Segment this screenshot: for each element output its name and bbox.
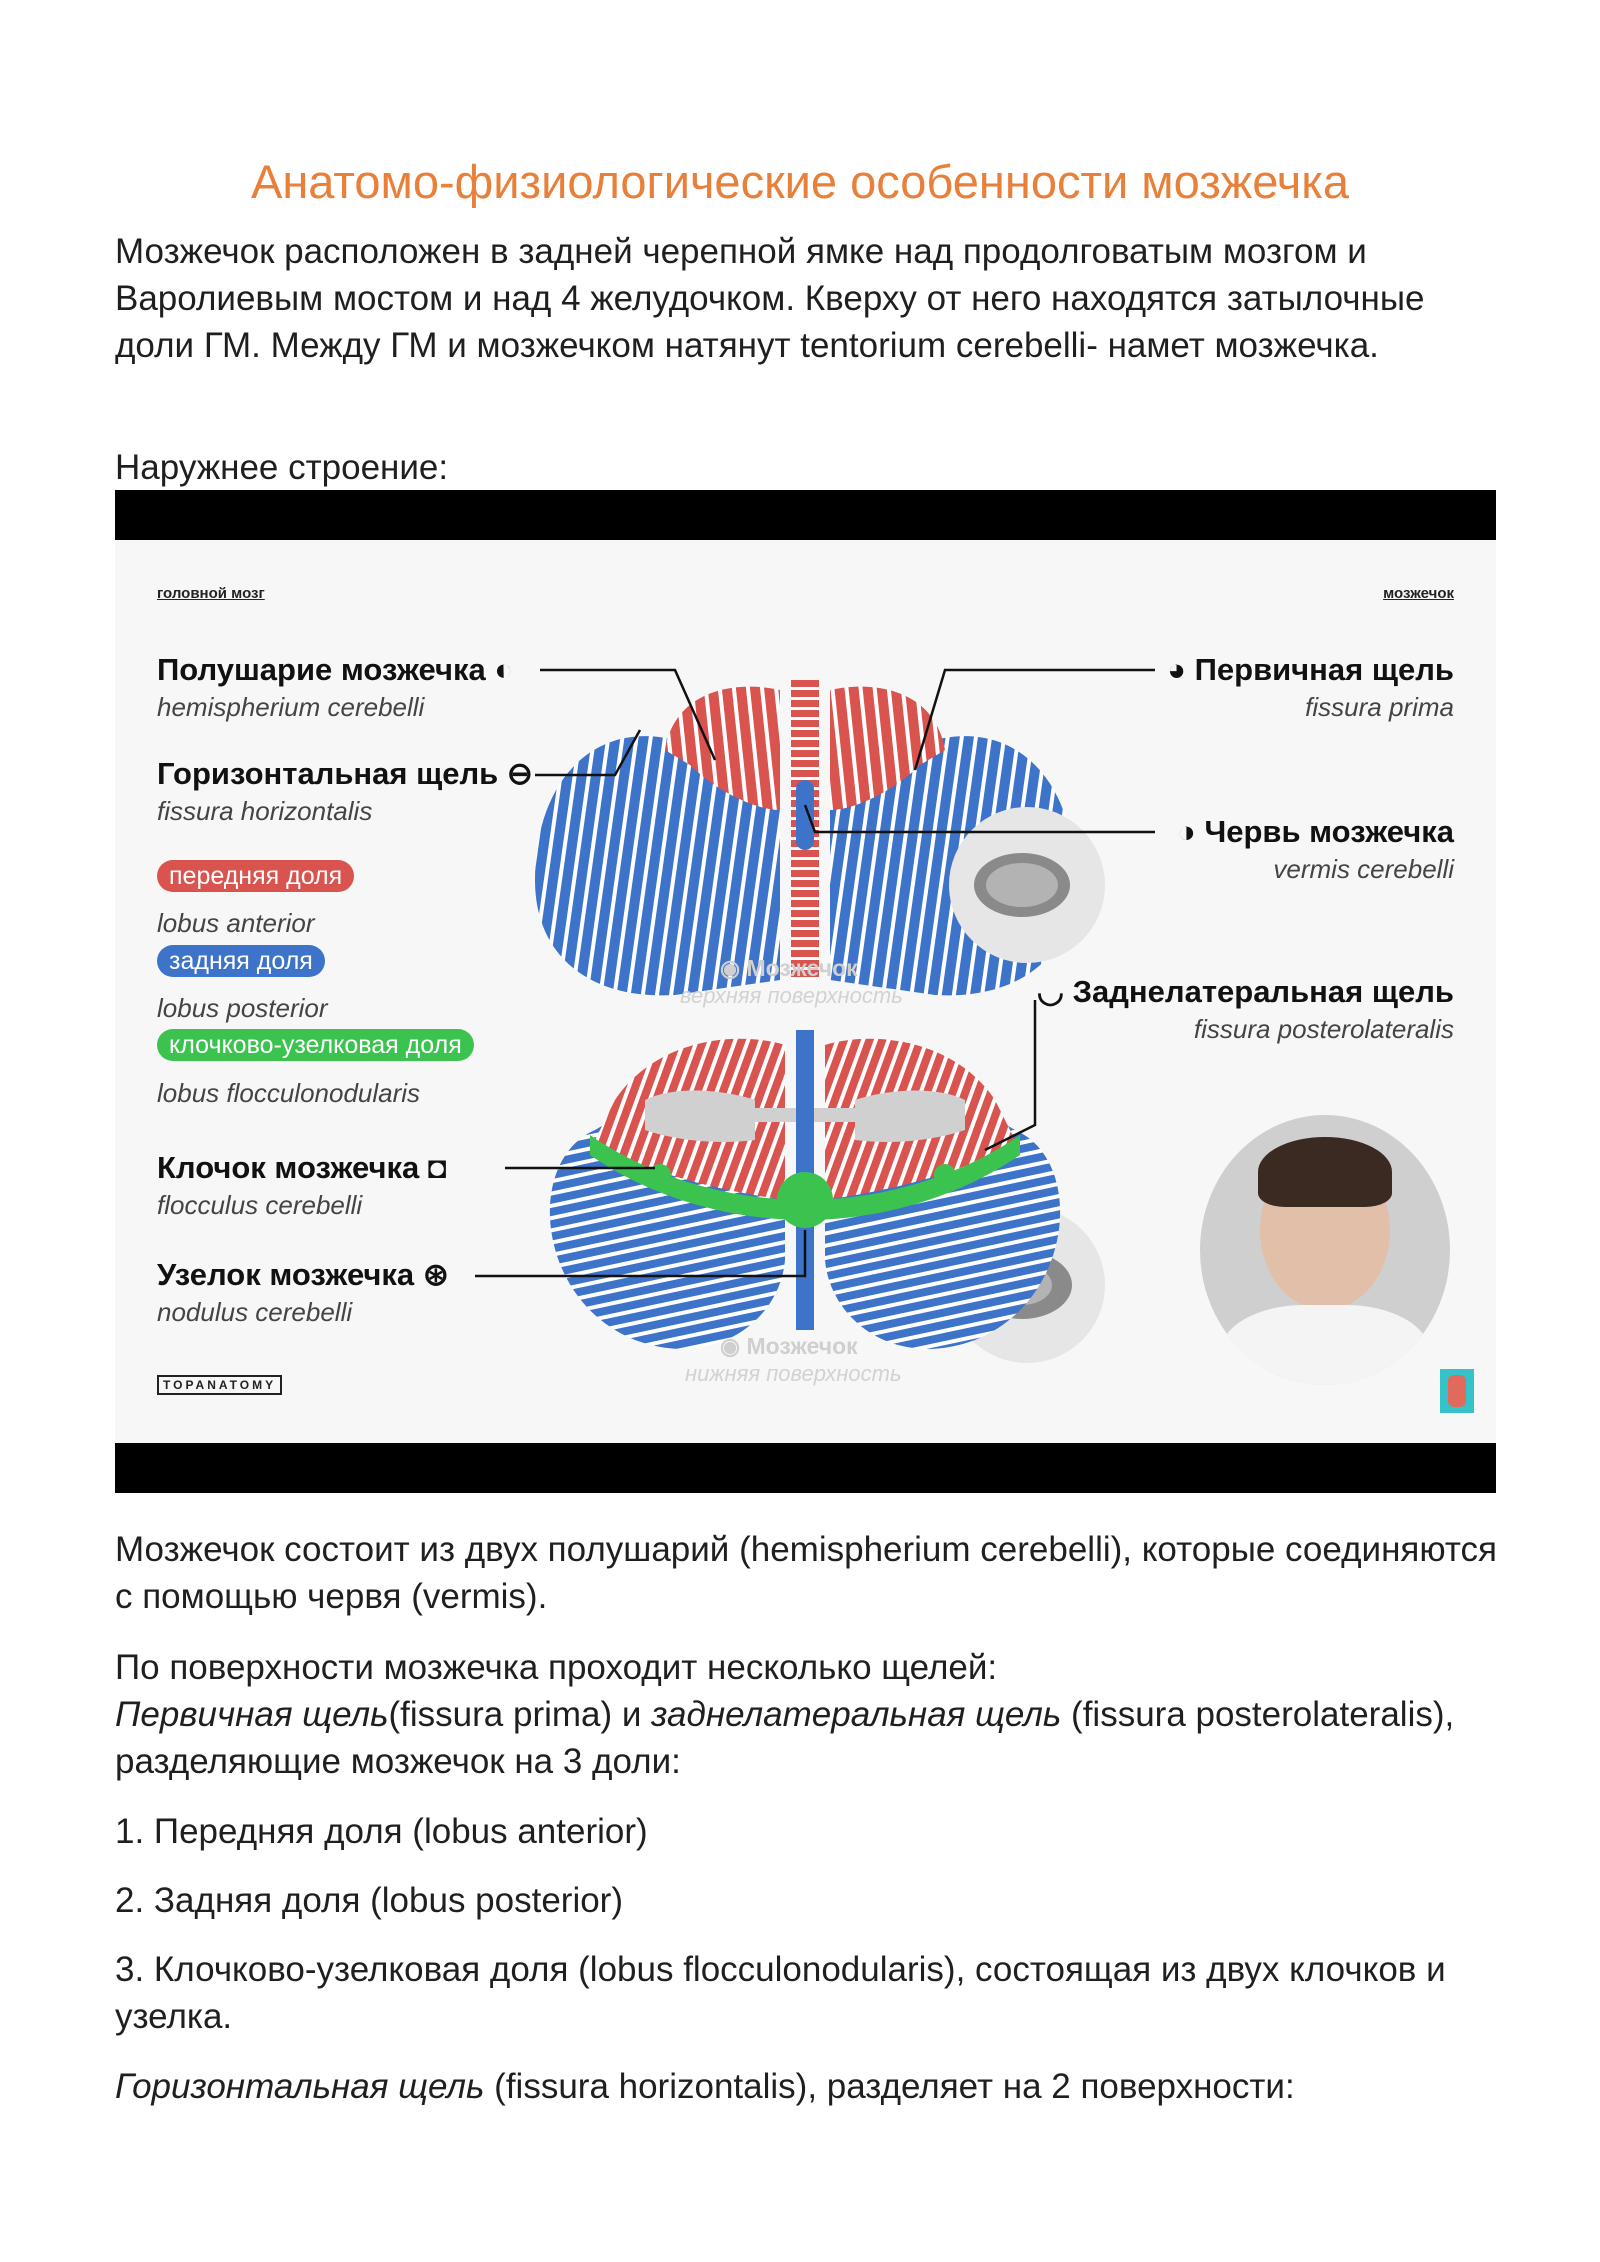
lobe-anterior-latin: lobus anterior [157,908,315,938]
label-vermis-latin: vermis cerebelli [1273,854,1454,884]
list-item: 2. Задняя доля (lobus posterior) [115,1881,623,1920]
label-posterolateral: ◡ Заднелатеральная щель [1036,974,1454,1009]
channel-icon [1440,1369,1474,1413]
horizontal-fissure-paragraph [115,2063,1505,2110]
fissure-posterolateral-term: заднелатеральная щель [651,1695,1062,1734]
logo: TOPANATOMY [157,1375,282,1395]
caption-bottom-title: ◉ Мозжечок [720,1333,858,1359]
pill-anterior: передняя доля [157,860,354,892]
list-item: 1. Передняя доля (lobus anterior) [115,1812,648,1851]
posterolateral-icon: ◡ [1036,974,1064,1009]
slide [115,540,1496,1443]
label-flocculus: Клочок мозжечка ◘ [157,1150,447,1185]
label-hemisphere-latin: hemispherium cerebelli [157,692,425,722]
label-flocculus-latin: flocculus cerebelli [157,1190,363,1220]
label-vermis: ◑ Червь мозжечка [1177,814,1454,849]
fissures-text-2: (fissura posterolateralis), разделяющие мозжечок на 3 доли: [115,1695,1455,1781]
eye-icon: ◉ [720,1333,741,1359]
caption-bottom-sub: нижняя поверхность [685,1361,902,1386]
upper-left-hemisphere [535,687,780,996]
caption-top-title: ◉ Мозжечок [720,955,858,981]
lobe-posterior [157,947,325,976]
horizontal-text: (fissura horizontalis), разделяет на 2 поверхности: [484,2067,1295,2106]
label-hemisphere: Полушарие мозжечка ◐ [157,652,514,687]
tag-cerebellum: мозжечок [1383,585,1454,602]
nodulus-icon: ⊛ [422,1257,449,1292]
horizontal-fissure-icon: ⊖ [506,756,533,791]
pill-flocculonodular: клочково-узелковая доля [157,1029,474,1061]
page-title: Анатомо-физиологические особенности мозжечка [250,155,1350,208]
pill-posterior: задняя доля [157,945,325,977]
lobe-posterior-latin: lobus posterior [157,993,328,1023]
label-horizontal: Горизонтальная щель ⊖ [157,756,533,791]
flocculus-icon: ◘ [427,1150,447,1185]
lobe-anterior [157,862,354,891]
label-horizontal-latin: fissura horizontalis [157,796,373,826]
presenter-video [1200,1115,1450,1385]
label-posterolateral-latin: fissura posterolateralis [1193,1014,1454,1044]
fissures-intro: По поверхности мозжечка проходит несколько щелей: [115,1648,998,1687]
label-prima-latin: fissura prima [1305,692,1454,722]
external-structure-heading: Наружнее строение: [115,448,449,487]
flocculus-right [934,1164,956,1186]
horizontal-fissure-term: Горизонтальная щель [115,2067,485,2106]
intro-paragraph: Мозжечок расположен в задней черепной ямке над продолговатым мозгом и Варолиевым мостом и над 4 желудочком. Кверху от него находятся затылочные доли ГМ. Между ГМ и мозжечком натянут tentorium cerebelli- намет мозжечка. [115,232,1425,365]
prima-icon: ◕ [1167,652,1186,687]
lobe-flocculonodular-latin: lobus flocculonodularis [157,1078,421,1108]
eye-icon: ◉ [720,955,741,981]
hemisphere-icon: ◐ [494,652,514,687]
caption-top-sub: верхняя поверхность [680,983,903,1008]
vermis-marker [796,780,814,850]
nodulus [777,1172,833,1228]
video-frame[interactable] [115,490,1496,1493]
lobe-flocculonodular [157,1031,474,1060]
vermis-icon: ◑ [1177,814,1196,849]
fissure-prima-term: Первичная щель [115,1695,389,1734]
fissures-text-1: (fissura prima) и [388,1695,652,1734]
label-prima: ◕ Первичная щель [1167,652,1454,687]
label-nodulus: Узелок мозжечка ⊛ [157,1257,449,1292]
hemispheres-paragraph: Мозжечок состоит из двух полушарий (hemispherium cerebelli), которые соединяются с помощью червя (vermis). [115,1530,1497,1616]
fissures-paragraph [115,1644,1505,1785]
list-item: 3. Клочково-узелковая доля (lobus flocculonodularis), состоящая из двух клочков и узелка. [115,1950,1446,2036]
label-nodulus-latin: nodulus cerebelli [157,1297,353,1327]
tag-brain: головной мозг [157,585,265,602]
